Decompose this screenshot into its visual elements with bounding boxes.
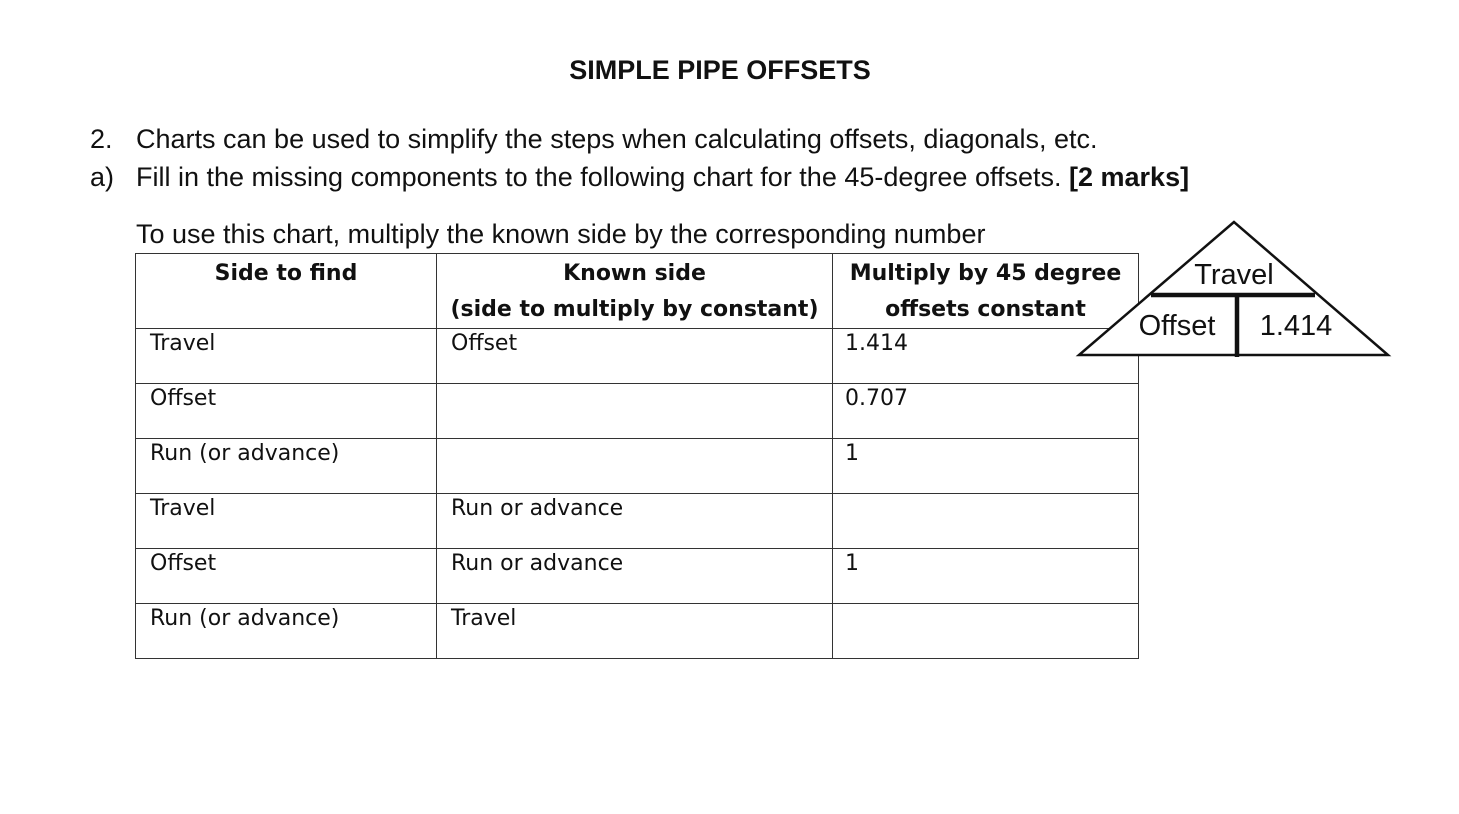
cell-side-to-find: Travel [136,494,437,549]
chart-instruction: To use this chart, multiply the known side by the corresponding number [136,219,986,249]
offset-triangle-diagram [1075,218,1395,362]
header-line: (side to multiply by constant) [450,297,819,322]
page-title: SIMPLE PIPE OFFSETS [569,55,871,85]
part-text: Fill in the missing components to the following chart for the 45-degree offsets. [136,162,1062,192]
cell-side-to-find: Run (or advance) [136,439,437,494]
cell-constant: 1.414 [833,329,1139,384]
header-line: Known side [563,261,706,286]
header-line: offsets constant [885,297,1086,322]
cell-known-side: Run or advance [437,494,833,549]
cell-constant: 0.707 [833,384,1139,439]
cell-known-side: Travel [437,604,833,659]
cell-constant-blank[interactable] [833,604,1139,659]
part-label: a) [90,162,115,192]
cell-known-side: Run or advance [437,549,833,604]
triangle-right-label: 1.414 [1259,310,1333,342]
table-row [136,549,1139,604]
table-row [136,329,1139,384]
cell-constant: 1 [833,439,1139,494]
question-2 [90,124,1098,155]
table-row [136,439,1139,494]
cell-constant: 1 [833,549,1139,604]
question-number: 2. [90,124,113,154]
question-text: Charts can be used to simplify the steps when calculating offsets, diagonals, etc. [136,124,1098,154]
triangle-left-label: Offset [1138,310,1216,342]
cell-side-to-find: Run (or advance) [136,604,437,659]
table-row [136,604,1139,659]
offsets-chart-table [135,253,1139,659]
header-line: Multiply by 45 degree [849,261,1122,286]
header-line: Side to find [214,261,358,286]
triangle-top-label: Travel [1194,259,1274,291]
question-2a [90,162,1189,193]
table-row [136,384,1139,439]
cell-known-side: Offset [437,329,833,384]
header-side-to-find [136,254,437,329]
cell-side-to-find: Offset [136,384,437,439]
marks-label: [2 marks] [1069,162,1190,192]
cell-constant-blank[interactable] [833,494,1139,549]
cell-known-side-blank[interactable] [437,439,833,494]
cell-side-to-find: Travel [136,329,437,384]
table-header-row [136,254,1139,329]
table-row [136,494,1139,549]
header-known-side [437,254,833,329]
cell-side-to-find: Offset [136,549,437,604]
cell-known-side-blank[interactable] [437,384,833,439]
